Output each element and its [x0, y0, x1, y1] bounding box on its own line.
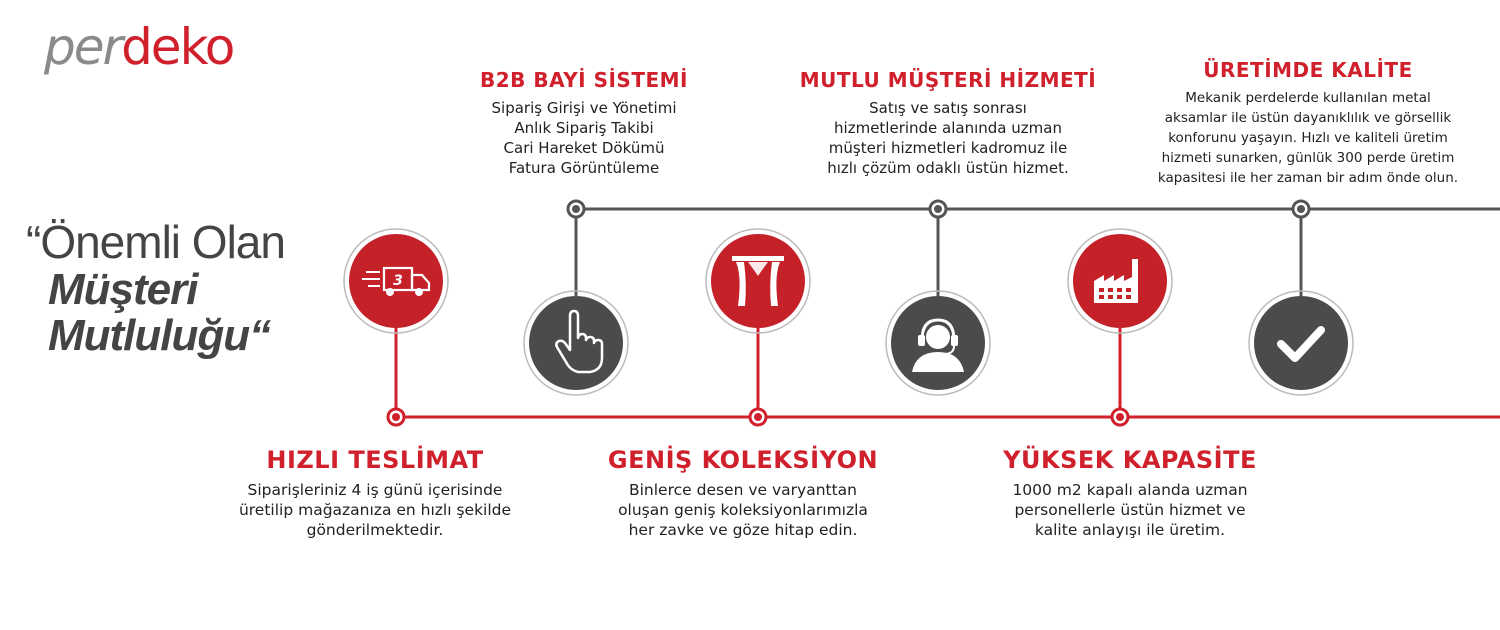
logo-part-deko: deko [121, 18, 234, 76]
feature-desc-line: Cari Hareket Dökümü [503, 139, 665, 157]
logo-part-per: per [44, 18, 122, 76]
feature-desc-line: Satış ve satış sonrası [869, 99, 1027, 117]
feature-yuksek-kapasite [975, 446, 1285, 540]
feature-title: B2B BAYİ SİSTEMİ [480, 68, 688, 92]
feature-desc-line: hizmetlerinde alanında uzman [834, 119, 1062, 137]
feature-desc-line: hizmeti sunarken, günlük 300 perde üretim [1161, 150, 1455, 166]
feature-title: GENİŞ KOLEKSİYON [607, 446, 879, 474]
feature-desc-line: Anlık Sipariş Takibi [514, 119, 654, 137]
feature-desc-line: 1000 m2 kapalı alanda uzman [1012, 481, 1248, 499]
feature-desc-line: müşteri hizmetleri kadromuz ile [828, 139, 1068, 157]
feature-title: YÜKSEK KAPASİTE [1003, 446, 1257, 474]
feature-desc-line: personellerle üstün hizmet ve [1014, 501, 1246, 519]
slogan-line-3: Mutluluğu“ [48, 311, 271, 361]
feature-mutlu-musteri-hizmeti [788, 68, 1108, 178]
feature-title: ÜRETİMDE KALİTE [1203, 58, 1413, 82]
headset-agent-icon [886, 291, 990, 395]
delivery-truck-icon [344, 229, 448, 333]
feature-title: HIZLI TESLİMAT [266, 446, 484, 474]
feature-genis-koleksiyon [583, 446, 903, 540]
checkmark-icon [1249, 291, 1353, 395]
feature-uretimde-kalite [1120, 58, 1496, 188]
feature-desc-line: konforunu yaşayın. Hızlı ve kaliteli üretim [1168, 130, 1448, 146]
slogan-line-1: “Önemli Olan [26, 216, 285, 268]
feature-title: MUTLU MÜŞTERİ HİZMETİ [799, 68, 1097, 92]
truck-number: 3 [393, 273, 403, 289]
feature-desc-line: Fatura Görüntüleme [508, 159, 660, 177]
slogan-line-2: Müşteri [48, 264, 198, 314]
feature-desc-line: Sipariş Girişi ve Yönetimi [491, 99, 677, 117]
feature-desc-line: kapasitesi ile her zaman bir adım önde olun. [1157, 170, 1459, 186]
feature-desc-line: hızlı çözüm odaklı üstün hizmet. [827, 159, 1069, 177]
curtain-icon [706, 229, 810, 333]
feature-desc-line: Mekanik perdelerde kullanılan metal [1185, 90, 1431, 106]
feature-desc-line: aksamlar ile üstün dayanıklılık ve görsellik [1164, 110, 1452, 126]
top-connectors [576, 209, 1301, 296]
feature-desc-line: kalite anlayışı ile üretim. [1034, 521, 1226, 539]
feature-desc-line: Siparişleriniz 4 iş günü içerisinde [247, 481, 503, 499]
feature-desc-line: oluşan geniş koleksiyonlarımızla [618, 501, 868, 519]
feature-desc-line: Binlerce desen ve varyanttan [628, 481, 857, 499]
feature-hizli-teslimat [215, 446, 535, 540]
feature-b2b-bayi-sistemi [434, 68, 734, 178]
factory-icon [1068, 229, 1172, 333]
feature-desc-line: gönderilmektedir. [306, 521, 444, 539]
bottom-connectors [396, 327, 1120, 417]
feature-desc-line: her zavke ve göze hitap edin. [628, 521, 858, 539]
hand-pointer-icon [524, 291, 628, 395]
feature-desc-line: üretilip mağazanıza en hızlı şekilde [238, 501, 512, 519]
